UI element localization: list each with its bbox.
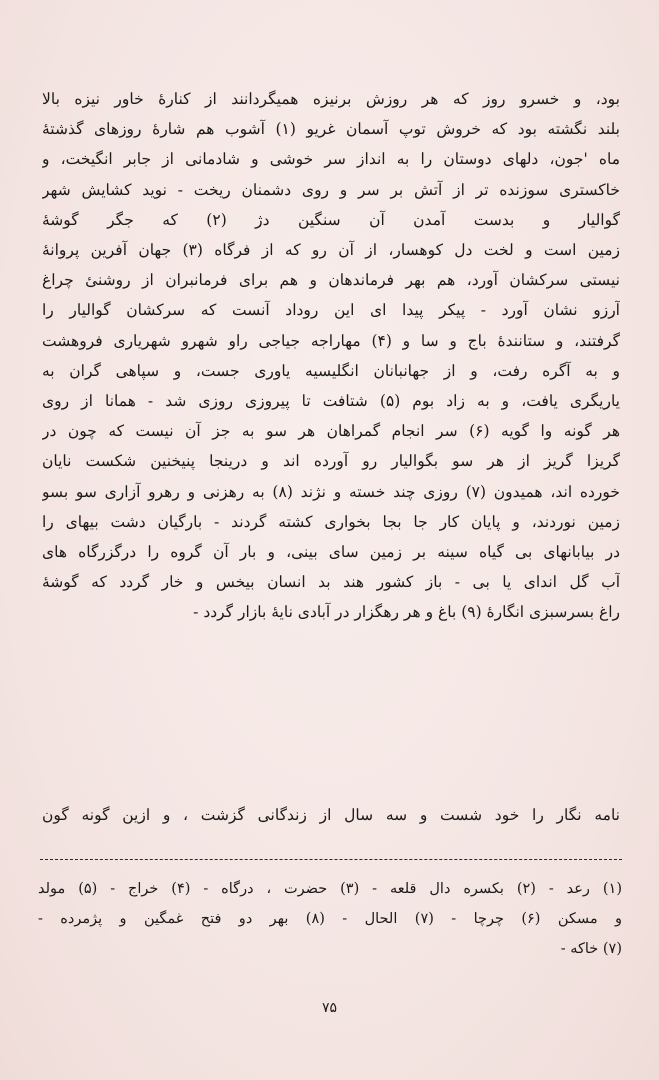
text-line: هر گونه وا گویه (۶) سر انجام گمراهان هر سو به جز آن نیست که چون در [42,422,620,441]
footnotes [38,874,622,964]
page-number: ۷۵ [321,1000,338,1016]
text-line: گرفتند، و ستانندهٔ باج و سا و (۴) مهاراجه جیاجی راو شهرو شهریاری فروهشت [42,331,620,350]
text-line: زمین نوردند، و پایان کار جا بجا بخواری کشته گردند - بارگیان دشت بیهای را [42,512,620,531]
text-line: زمین است و لخت دل کوهسار، از آن رو که از فرگاه (۳) جهان آفرین پروانهٔ [42,241,620,260]
footnote-line: و مسکن (۶) چرچا - (۷) الحال - (۸) بهر دو فتح غمگین و پژمرده - [38,911,622,927]
text-line: یاریگری یافت، و به زاد بوم (۵) شتافت تا پیروزی روزی شد - همانا از روی [42,392,620,411]
footnote-line: (۱) رعد - (۲) بکسره دال قلعه - (۳) حضرت ، درگاه - (۴) خراج - (۵) مولد [38,881,622,897]
text-line: گریزا گریز از هر سو بگوالیار رو آورده اند و درینجا پنیخنین شکست نایان [42,452,620,471]
closing-line: نامه نگار را خود شست و سه سال از زندگانی گزشت ، و ازین گونه گون [42,806,620,824]
text-line: و به آگره رفت، و از جهانبانان انگلیسیه یاوری جست، و سپاهی گران به [42,361,620,380]
text-line: آرزو نشان آورد - پیکر پیدا ای این روداد آنست که سرکشان گوالیار را [42,301,620,320]
text-line: در بیابانهای بی گیاه سینه بر زمین سای بینی، و بار آن گروه را درگزرگاه های [42,543,620,562]
text-line: بلند نگشته بود که خروش توپ آسمان غریو (۱) آشوب هم شارهٔ روزهای گذشتهٔ [42,120,620,139]
text-line: بود، و خسرو روز که هر روزش برنیزه همیگردانند از کنارهٔ خاور نیزه بالا [42,90,620,108]
main-text-block [42,84,620,628]
text-line: آب گل اندای یا بی - باز کشور هند بد انسان بیخس و خار گردد که گوشهٔ [42,573,620,592]
text-line: نیستی سرکشان آورد، هم بهر فرماندهان و هم برای فرمانبران از روشنیٔ چراغ [42,271,620,290]
text-line: خاکستری سوزنده تر از آتش بر سر و روی دشمنان ریخت - نوید کشایش شهر [42,180,620,199]
text-line: ماه 'جون، دلهای دوستان را به انداز سر خوشی و شادمانی از جابر انگیخت، و [42,150,620,169]
text-line: راغ بسرسبزی انگارهٔ (۹) باغ و هر رهگزار در آبادی نایهٔ بازار گردد - [193,603,620,622]
footnote-line: (۷) خاکه - [560,941,622,957]
text-line: خورده اند، همیدون (۷) روزی چند خسته و نژند (۸) به رهزنی و رهرو آزاری سو بسو [42,482,620,501]
text-line: گوالیار و بدست آمدن آن سنگین دژ (۲) که جگر گوشهٔ [42,210,620,229]
footnote-divider [40,859,622,860]
